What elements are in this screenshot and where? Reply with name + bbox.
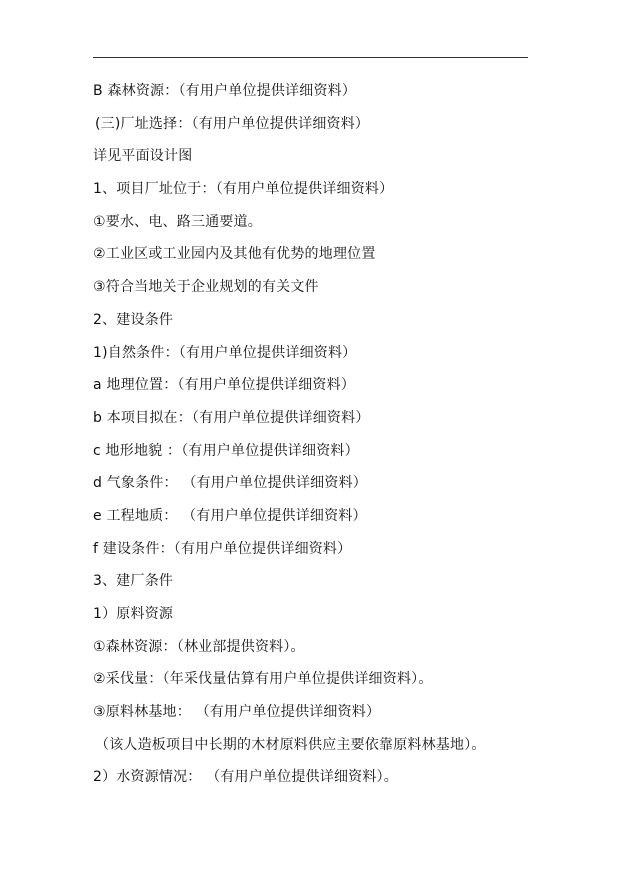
item-climate-conditions: d 气象条件： （有用户单位提供详细资料）: [93, 475, 367, 492]
list-item-site-requirement-3: ③符合当地关于企业规划的有关文件: [93, 279, 319, 296]
header-rule: [93, 57, 528, 58]
paragraph-plan-reference: 详见平面设计图: [93, 148, 193, 165]
item-project-planned-site: b 本项目拟在：（有用户单位提供详细资料）: [93, 409, 370, 426]
item-natural-conditions: 1)自然条件：（有用户单位提供详细资料）: [93, 344, 357, 361]
section-forest-resources: B 森林资源：（有用户单位提供详细资料）: [93, 83, 357, 99]
note-raw-material-supply: （该人造板项目中长期的木材原料供应主要依靠原料林基地）。: [95, 736, 486, 753]
item-engineering-geology: e 工程地质： （有用户单位提供详细资料）: [93, 507, 367, 524]
item-water-resources: 2）水资源情况： （有用户单位提供详细资料）。: [93, 769, 398, 786]
item-project-site-location: 1、项目厂址位于：（有用户单位提供详细资料）: [93, 181, 394, 198]
item-terrain: c 地形地貌 ：（有用户单位提供详细资料）: [93, 442, 359, 459]
list-item-harvest-volume: ②采伐量：（年采伐量估算有用户单位提供详细资料）。: [93, 671, 433, 688]
list-item-site-requirement-1: ①要水、电、路三通要道。: [93, 213, 262, 230]
heading-construction-conditions: 2、建设条件: [93, 311, 174, 328]
item-raw-material-resources: 1）原料资源: [93, 606, 174, 622]
item-construction-conditions: f 建设条件：（有用户单位提供详细资料）: [93, 540, 352, 557]
item-geographic-location: a 地理位置：（有用户单位提供详细资料）: [93, 377, 356, 394]
list-item-site-requirement-2: ②工业区或工业园内及其他有优势的地理位置: [93, 246, 376, 263]
heading-plant-conditions: 3、建厂条件: [93, 573, 174, 590]
list-item-raw-material-forest-base: ③原料林基地： （有用户单位提供详细资料）: [93, 704, 381, 721]
document-body: [93, 80, 563, 799]
list-item-forest-resources: ①森林资源：（林业部提供资料）。: [93, 638, 305, 655]
section-site-selection: (三)厂址选择：（有用户单位提供详细资料）: [95, 115, 370, 132]
